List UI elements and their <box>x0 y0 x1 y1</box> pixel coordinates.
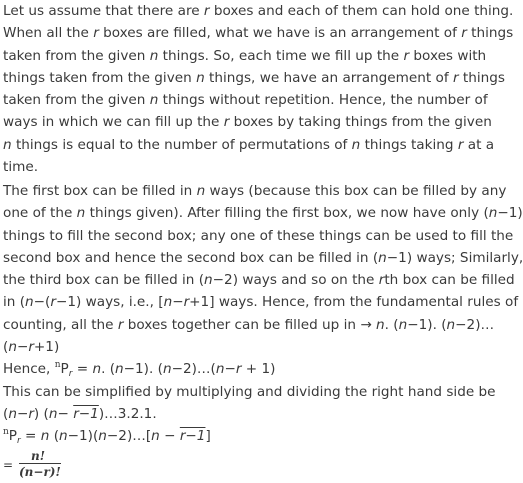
text-run: things. So, each time we fill up the <box>158 47 404 64</box>
math-variable: n <box>76 205 86 222</box>
math-variable: n <box>98 428 107 445</box>
text-run: + 1) <box>241 361 276 378</box>
text-run: things taking <box>360 136 458 153</box>
math-variable: n <box>8 405 17 422</box>
text-run: boxes by taking things from the given <box>229 114 492 131</box>
math-variable: r <box>203 3 210 19</box>
text-run: things <box>466 25 514 42</box>
text-run: +1] ways. Hence, from the fundamental rules of <box>189 294 519 311</box>
text-line <box>3 156 471 178</box>
text-run: second box and hence the second box can be filled in ( <box>3 249 379 266</box>
paragraph-intro <box>3 0 514 178</box>
superscript: n <box>3 427 9 438</box>
text-run: = <box>20 428 41 445</box>
text-line <box>3 22 514 44</box>
math-variable: r <box>235 361 242 378</box>
math-variable: n <box>204 272 213 289</box>
text-run: . ( <box>384 316 399 333</box>
text-run: When all the <box>3 25 94 42</box>
text-run: th box can be filled <box>384 272 515 289</box>
text-run: −2)…( <box>171 361 216 378</box>
math-variable: r <box>461 25 467 42</box>
math-variable: n <box>376 316 385 333</box>
math-variable: n <box>59 428 68 445</box>
text-line <box>3 381 496 403</box>
equals-sign: = <box>3 458 14 472</box>
text-line <box>3 202 523 224</box>
math-variable: n <box>398 316 408 333</box>
text-run: P <box>8 428 17 445</box>
text-run: = <box>72 361 93 378</box>
text-line <box>3 45 487 67</box>
text-run: . ( <box>101 361 116 378</box>
text-run: boxes are filled, what we have is an arrangement of <box>98 25 462 42</box>
text-line <box>3 336 471 358</box>
subscript: r <box>68 369 73 380</box>
math-variable: r <box>403 47 410 64</box>
text-run: things to fill the second box; any one of these things can be used to fill the <box>3 227 514 244</box>
text-run: − <box>57 405 74 422</box>
math-variable: n <box>25 294 34 311</box>
text-line <box>3 134 495 156</box>
text-line <box>3 111 492 133</box>
text-run: things without repetition. Hence, the number of <box>158 92 488 109</box>
fraction-denominator: (n−r)! <box>19 465 61 479</box>
math-variable: n <box>92 361 102 378</box>
text-run: −2)…[ <box>106 428 152 445</box>
math-variable: r <box>183 294 190 311</box>
text-run: −1). ( <box>407 316 447 333</box>
math-variable: r <box>28 405 34 422</box>
subscript: r <box>17 436 21 447</box>
text-run: −1). ( <box>123 361 163 378</box>
text-run: ways (because this box can be filled by any <box>205 183 507 199</box>
text-run: ( <box>3 405 9 422</box>
math-variable: n <box>215 361 225 378</box>
text-run: boxes together can be filled up in → <box>123 316 377 333</box>
overlined-term: r−1 <box>179 428 206 445</box>
text-run: ] <box>205 428 211 445</box>
text-run: things given). After filling the first box, we now have only ( <box>85 205 489 222</box>
text-run: −1)( <box>67 428 99 445</box>
text-run: −( <box>33 294 51 311</box>
text-run: This can be simplified by multiplying and dividing the right hand side be <box>3 383 496 400</box>
math-variable: r <box>93 25 99 42</box>
text-run: ways in which we can fill up the <box>3 114 224 131</box>
text-line <box>3 314 495 336</box>
math-variable: n <box>351 136 361 153</box>
text-run: ( <box>3 339 9 356</box>
text-run: ( <box>49 428 59 445</box>
text-run: Hence, <box>3 361 55 378</box>
text-line <box>3 225 514 247</box>
paragraph-derivation <box>3 180 523 448</box>
math-variable: r <box>117 316 124 333</box>
text-run: boxes with <box>409 47 487 64</box>
fraction-bar <box>19 463 61 464</box>
text-run: − <box>224 361 236 378</box>
math-variable: n <box>48 405 58 422</box>
text-run: taken from the given <box>3 92 150 109</box>
text-run: The first box can be filled in <box>3 183 197 199</box>
fraction-numerator: n! <box>31 449 45 463</box>
text-line <box>3 67 505 89</box>
text-line <box>3 403 471 425</box>
text-run: ) ( <box>33 405 49 422</box>
text-line <box>3 180 507 202</box>
text-run: −1) ways; Similarly, <box>386 249 523 266</box>
overlined-term: r−1 <box>73 405 99 422</box>
math-variable: n <box>149 92 159 109</box>
text-run: −1) <box>497 205 523 222</box>
text-run: +1) <box>33 339 60 356</box>
math-variable: r <box>457 136 464 153</box>
text-run: − <box>172 294 184 311</box>
text-run: things, we have an arrangement of <box>204 69 453 86</box>
math-variable: n <box>40 428 50 445</box>
math-variable: n <box>8 339 17 356</box>
math-variable: n <box>149 47 159 64</box>
text-line <box>3 291 519 313</box>
text-run: Let us assume that there are <box>3 3 204 19</box>
math-variable: n <box>196 183 206 199</box>
text-line <box>3 269 515 291</box>
text-run: −1) ways, i.e., [ <box>55 294 164 311</box>
math-variable: n <box>163 294 173 311</box>
text-line <box>3 358 471 380</box>
math-variable: n <box>151 428 160 445</box>
math-variable: n <box>3 136 12 153</box>
text-run: boxes and each of them can hold one thing. <box>209 3 514 19</box>
math-variable: r <box>50 294 56 311</box>
text-run: things taken from the given <box>3 69 197 86</box>
text-line <box>3 89 488 111</box>
text-line <box>3 0 514 22</box>
text-run: one of the <box>3 205 77 222</box>
text-run: − <box>16 405 29 422</box>
math-variable: n <box>196 69 205 86</box>
text-run: counting, all the <box>3 316 118 333</box>
text-run: things <box>458 69 505 86</box>
math-variable: r <box>28 339 34 356</box>
math-variable: n <box>162 361 172 378</box>
text-line <box>3 425 471 447</box>
math-variable: n <box>378 249 387 266</box>
text-run: −2)… <box>455 316 495 333</box>
text-run: − <box>16 339 29 356</box>
text-run: −2) ways and so on the <box>212 272 379 289</box>
math-variable: n <box>488 205 498 222</box>
text-run: time. <box>3 159 39 176</box>
text-run: )…3.2.1. <box>98 405 157 422</box>
text-run: taken from the given <box>3 47 150 64</box>
superscript: n <box>54 360 61 371</box>
text-run: − <box>159 428 180 445</box>
text-run: in ( <box>3 294 26 311</box>
math-variable: r <box>223 114 230 131</box>
text-run: P <box>60 361 69 378</box>
text-run: things is equal to the number of permutations of <box>11 136 352 153</box>
math-variable: n <box>446 316 456 333</box>
text-run: at a <box>463 136 495 153</box>
text-line <box>3 247 523 269</box>
math-variable: r <box>378 272 385 289</box>
math-variable: r <box>452 69 459 86</box>
math-variable: n <box>115 361 124 378</box>
text-run: the third box can be filled in ( <box>3 272 205 289</box>
